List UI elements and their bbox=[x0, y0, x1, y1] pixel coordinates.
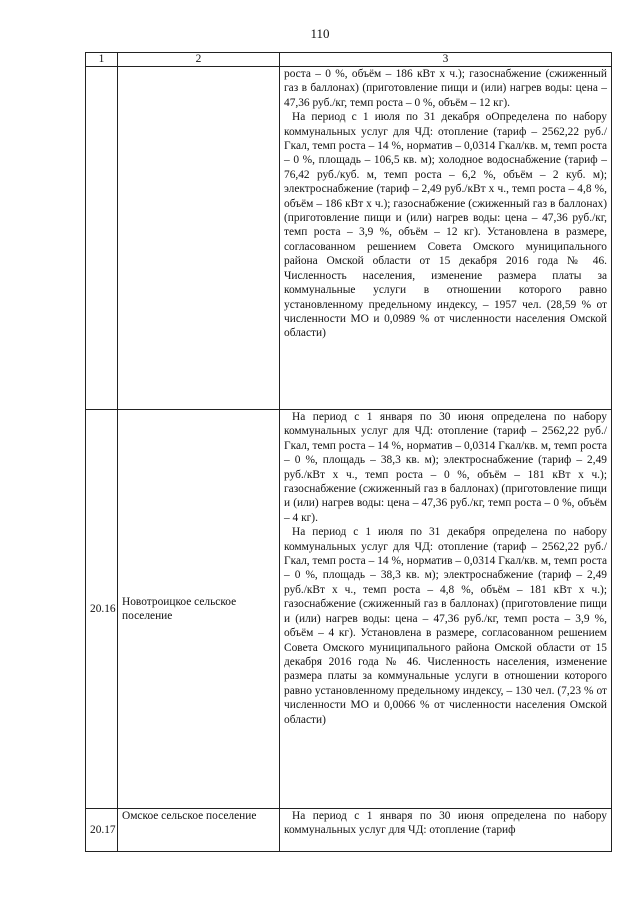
header-cell-col1: 1 bbox=[86, 53, 118, 67]
description-cell bbox=[280, 67, 612, 410]
description-paragraph: роста – 0 %, объём – 186 кВт х ч.); газоснабжение (сжиженный газ в баллонах) (приготовление пищи и (или) нагрев воды: цена – 47,36 руб./кг, темп роста – 0 %, объём – 12 кг). bbox=[284, 68, 607, 109]
settlement-name-cell: Омское сельское поселение bbox=[118, 809, 280, 852]
page-number: 110 bbox=[310, 26, 330, 41]
row-number-cell: 20.17 bbox=[86, 809, 118, 852]
description-paragraph: На период с 1 июля по 31 декабря оОпределена по набору коммунальных услуг для ЧД: отопление (тариф – 2562,22 руб./Гкал, темп роста – 14 %, норматив – 0,0314 Гкал/кв. м, темп роста – 0 %, площадь – 106,5 кв. м); холодное водоснабжение (тариф – 76,42 руб./куб. м, темп роста – 6,2 %, объём – 2 куб. м); электроснабжение (тариф – 2,49 руб./кВт х ч., темп роста – 4,8 %, объём – 186 кВт х ч.); газоснабжение (сжиженный газ в баллонах) (приготовление пищи и (или) нагрев воды: цена – 47,36 руб./кг, темп роста – 3,9 %, объём – 12 кг). Установлена в размере, согласованном решением Совета Омского муниципального района Омской области от 15 декабря 2016 года № 46. Численность населения, изменение размера платы за коммунальные услуги в отношении которого равно установленному предельному индексу, – 1957 чел. (28,59 % от численности МО и 0,0989 % от численности населения Омской области) bbox=[284, 111, 607, 340]
table-row bbox=[86, 809, 612, 852]
header-cell-col3: 3 bbox=[280, 53, 612, 67]
indices-table bbox=[85, 52, 612, 852]
description-paragraph: На период с 1 января по 30 июня определена по набору коммунальных услуг для ЧД: отопление (тариф – 2562,22 руб./Гкал, темп роста – 14 %, норматив – 0,0314 Гкал/кв. м, темп роста – 0 %, площадь – 38,3 кв. м); электроснабжение (тариф – 2,49 руб./кВт х ч., темп роста – 0 %, объём – 181 кВт х ч.); газоснабжение (сжиженный газ в баллонах) (приготовление пищи и (или) нагрев воды: цена – 47,36 руб./кг, темп роста – 0 %, объём – 4 кг). bbox=[284, 411, 607, 524]
table-row bbox=[86, 410, 612, 809]
description-paragraph: На период с 1 января по 30 июня определена по набору коммунальных услуг для ЧД: отопление (тариф bbox=[284, 810, 607, 837]
row-number-cell bbox=[86, 67, 118, 410]
settlement-name-cell: Новотроицкое сельское поселение bbox=[118, 410, 280, 809]
table-header-row bbox=[86, 53, 612, 67]
settlement-name-cell bbox=[118, 67, 280, 410]
row-number-cell: 20.16 bbox=[86, 410, 118, 809]
table-row bbox=[86, 67, 612, 410]
header-cell-col2: 2 bbox=[118, 53, 280, 67]
description-cell bbox=[280, 410, 612, 809]
description-paragraph: На период с 1 июля по 31 декабря определена по набору коммунальных услуг для ЧД: отопление (тариф – 2562,22 руб./Гкал, темп роста – 14 %, норматив – 0,0314 Гкал/кв. м, темп роста – 0 %, площадь – 38,3 кв. м); электроснабжение (тариф – 2,49 руб./кВт х ч., темп роста – 4,8 %, объём – 181 кВт х ч.); газоснабжение (сжиженный газ в баллонах) (приготовление пищи и (или) нагрев воды: цена – 47,36 руб./кг, темп роста – 3,9 %, объём – 4 кг). Установлена в размере, согласованном решением Совета Омского муниципального района Омской области от 15 декабря 2016 года № 46. Численность населения, изменение размера платы за коммунальные услуги в отношении которого равно установленному предельному индексу, – 130 чел. (7,23 % от численности МО и 0,0066 % от численности населения Омской области) bbox=[284, 526, 607, 726]
description-cell bbox=[280, 809, 612, 852]
